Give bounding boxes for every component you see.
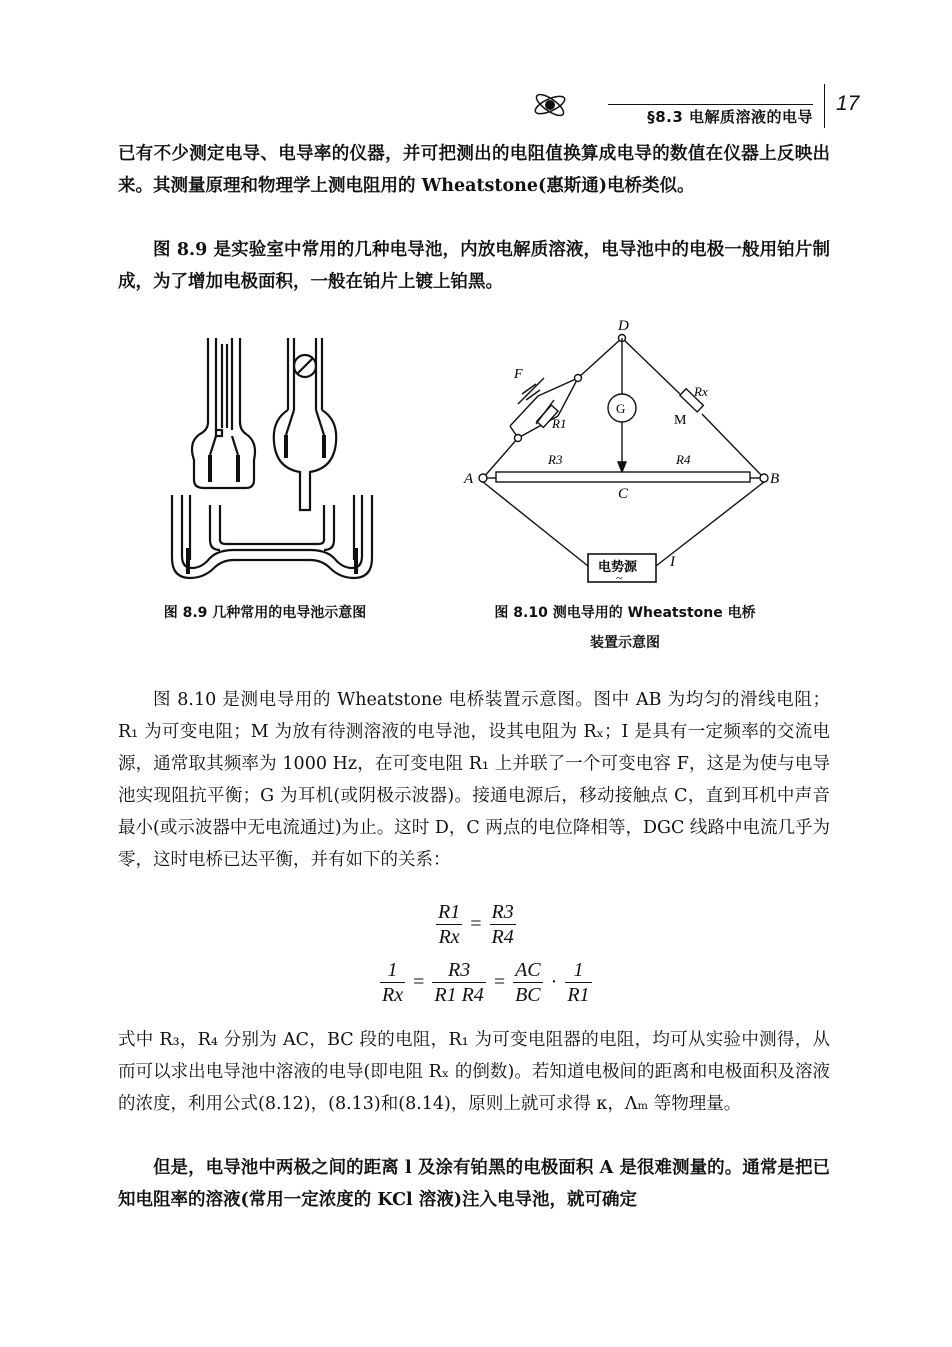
- paragraph-2: 图 8.9 是实验室中常用的几种电导池，内放电解质溶液，电导池中的电极一般用铂片制成，为了增加电极面积，一般在铂片上镀上铂黑。: [118, 240, 830, 292]
- eq2-dot: ·: [550, 971, 558, 993]
- paragraph-4: 式中 R₃，R₄ 分别为 AC，BC 段的电阻，R₁ 为可变电阻器的电阻，均可从实验中测得，从而可以求出电导池中溶液的电导(即电阻 Rₓ 的倒数)。若知道电极间的距离和电极面积及溶液的浓度，利用公式(8.12)，(8.13)和(8.14)，原则上就可求得 κ，Λₘ 等物理量。: [118, 1030, 830, 1114]
- eq2-num-b: R3: [432, 958, 485, 983]
- eq2-den-c: BC: [515, 984, 541, 1006]
- figure-8-10-wheatstone-bridge: [458, 316, 798, 598]
- header-vertical-rule: [824, 84, 825, 128]
- eq1-equals: =: [470, 913, 482, 935]
- eq1-den-right: R4: [491, 926, 514, 948]
- label-R1: R1: [552, 416, 567, 431]
- paragraph-3: 图 8.10 是测电导用的 Wheatstone 电桥装置示意图。图中 AB 为均匀的滑线电阻；R₁ 为可变电阻；M 为放有待测溶液的电导池，设其电阻为 Rₓ；I 是具有一定频率的交流电源，通常取其频率为 1000 Hz，在可变电阻 R₁ 上并联了一个可变电容 F，这是为使与电导池实现阻抗平衡；G 为耳机(或阴极示波器)。接通电源后，移动接触点 C，直到耳机中声音最小(或示波器中无电流通过)为止。这时 D，C 两点的电位降相等，DGC 线路中电流几乎为零，这时电桥已达平衡，并有如下的关系：: [118, 690, 830, 870]
- equation-1: [436, 900, 516, 949]
- equation-2: [380, 958, 592, 1007]
- label-M: M: [674, 413, 687, 428]
- label-I: I: [670, 554, 675, 570]
- label-F: F: [514, 367, 523, 382]
- running-header: [520, 84, 880, 134]
- label-R3: R3: [548, 452, 563, 467]
- label-source: 电势源: [598, 559, 638, 574]
- eq2-den-b: R1 R4: [434, 984, 484, 1006]
- eq1-num-right: R3: [491, 901, 514, 923]
- eq2-num-c: AC: [515, 959, 541, 981]
- figure-8-10-caption-line1: 图 8.10 测电导用的 Wheatstone 电桥: [494, 605, 756, 621]
- eq2-num-d: 1: [565, 958, 591, 983]
- atom-logo-icon: [530, 88, 570, 122]
- page-number: 17: [836, 92, 860, 115]
- label-ac: ~: [616, 571, 623, 585]
- figure-8-9-conductivity-cells: [160, 330, 380, 595]
- paragraph-1: 已有不少测定电导、电导率的仪器，并可把测出的电阻值换算成电导的数值在仪器上反映出来。其测量原理和物理学上测电阻用的 Wheatstone(惠斯通)电桥类似。: [118, 144, 830, 196]
- eq2-num-a: 1: [380, 958, 405, 983]
- eq2-equals-1: =: [413, 971, 425, 993]
- eq1-num-left: R1: [438, 901, 461, 923]
- header-rule: [608, 104, 813, 105]
- figure-8-9-caption: 图 8.9 几种常用的电导池示意图: [163, 605, 367, 621]
- label-B: B: [770, 471, 780, 487]
- eq2-equals-2: =: [493, 971, 506, 993]
- section-title: §8.3 电解质溶液的电导: [647, 108, 813, 126]
- eq2-den-d: R1: [567, 984, 590, 1006]
- figure-8-10-caption-line2: 装置示意图: [590, 635, 660, 651]
- label-C: C: [618, 486, 629, 502]
- eq1-den-left: Rx: [438, 926, 460, 948]
- label-A: A: [464, 471, 474, 487]
- paragraph-5: 但是，电导池中两极之间的距离 l 及涂有铂黑的电极面积 A 是很难测量的。通常是把已知电阻率的溶液(常用一定浓度的 KCl 溶液)注入电导池，就可确定: [118, 1158, 830, 1210]
- label-R4: R4: [676, 452, 691, 467]
- eq2-den-a: Rx: [382, 984, 404, 1006]
- label-G: G: [616, 401, 626, 416]
- label-D: D: [618, 318, 629, 334]
- label-Rx: Rx: [694, 384, 708, 399]
